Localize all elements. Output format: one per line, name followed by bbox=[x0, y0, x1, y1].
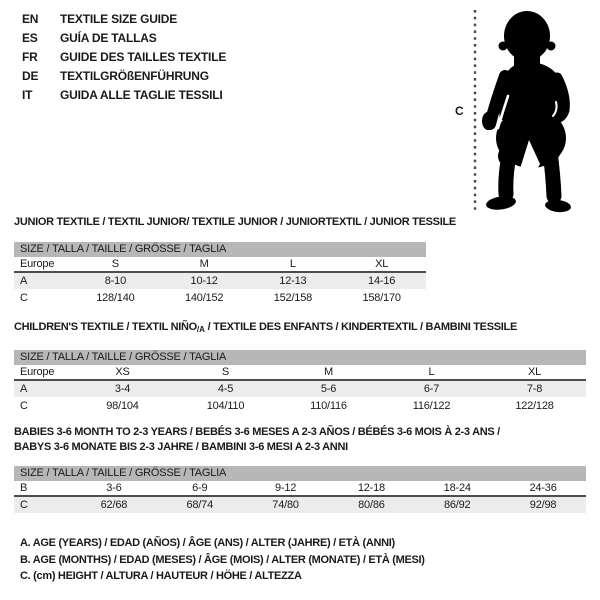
junior-size-table bbox=[14, 257, 426, 306]
cell-value: S bbox=[174, 365, 277, 380]
cell-value: XL bbox=[337, 257, 426, 272]
cell-value: L bbox=[380, 365, 483, 380]
language-code: DE bbox=[22, 69, 39, 83]
cell-value: 128/140 bbox=[96, 291, 135, 304]
table-row-c bbox=[14, 496, 586, 513]
cell-value: 104/110 bbox=[206, 399, 245, 412]
language-label: GUÍA DE TALLAS bbox=[60, 31, 157, 45]
table-title-children bbox=[14, 320, 586, 337]
cell-value: 9-12 bbox=[243, 481, 329, 496]
cell-value: S bbox=[71, 257, 160, 272]
cell-value: XS bbox=[71, 365, 174, 380]
row-label: C bbox=[20, 499, 28, 511]
row-label: C bbox=[20, 399, 28, 412]
title-line-1: BABIES 3-6 MONTH TO 2-3 YEARS / BEBÉS 3-6 MESES A 2-3 AÑOS / BÉBÉS 3-6 MOIS À 2-3 ANS / bbox=[14, 426, 500, 438]
toddler-silhouette-icon bbox=[478, 6, 593, 214]
row-label: Europe bbox=[14, 365, 71, 380]
table-row-europe bbox=[14, 257, 426, 272]
cell-value: 3-6 bbox=[71, 481, 157, 496]
cell-value: 116/122 bbox=[412, 399, 451, 412]
babies-textile-section bbox=[14, 425, 586, 513]
cell-value: M bbox=[277, 365, 380, 380]
language-code: FR bbox=[22, 50, 38, 64]
cell-value: 6-9 bbox=[157, 481, 243, 496]
language-code: ES bbox=[22, 31, 38, 45]
cell-value: 7-8 bbox=[526, 383, 543, 395]
babies-size-table bbox=[14, 481, 586, 513]
cell-value: 8-10 bbox=[104, 275, 126, 287]
cell-value: 86/92 bbox=[443, 499, 471, 511]
language-row bbox=[22, 10, 226, 29]
cell-value: 158/170 bbox=[362, 291, 401, 304]
language-code: IT bbox=[22, 88, 33, 102]
cell-value: 140/152 bbox=[184, 291, 224, 304]
legend bbox=[20, 535, 425, 585]
language-label: TEXTILGRÖßENFÜHRUNG bbox=[60, 69, 209, 83]
table-title-babies bbox=[14, 425, 586, 455]
row-label: C bbox=[20, 291, 28, 304]
table-row-a bbox=[14, 380, 586, 397]
language-row bbox=[22, 48, 226, 67]
table-row-c bbox=[14, 289, 426, 306]
cell-value: 12-18 bbox=[328, 481, 414, 496]
table-row-c bbox=[14, 397, 586, 414]
table-title-junior: JUNIOR TEXTILE / TEXTIL JUNIOR/ TEXTILE JUNIOR / JUNIORTEXTIL / JUNIOR TESSILE bbox=[14, 216, 456, 228]
cell-value: 14-16 bbox=[368, 275, 396, 287]
row-label: Europe bbox=[14, 257, 71, 272]
cell-value: 98/104 bbox=[106, 399, 139, 412]
language-row bbox=[22, 86, 226, 105]
row-label: A bbox=[20, 275, 28, 287]
language-row bbox=[22, 29, 226, 48]
cell-value: 80/86 bbox=[358, 499, 385, 511]
children-size-table bbox=[14, 365, 586, 414]
language-row bbox=[22, 67, 226, 86]
cell-value: 12-13 bbox=[279, 275, 307, 287]
junior-textile-section bbox=[14, 215, 456, 306]
title-text: / TEXTILE DES ENFANTS / KINDERTEXTIL / BAMBINI TESSILE bbox=[204, 321, 517, 333]
cell-value: 24-36 bbox=[500, 481, 586, 496]
cell-value: 74/80 bbox=[272, 499, 299, 511]
row-label: A bbox=[20, 383, 28, 395]
table-row-b bbox=[14, 481, 586, 496]
cell-value: 152/158 bbox=[273, 291, 313, 304]
cell-value: L bbox=[249, 257, 338, 272]
height-measure-label: C bbox=[455, 104, 464, 118]
cell-value: M bbox=[160, 257, 249, 272]
legend-line-c: C. (cm) HEIGHT / ALTURA / HAUTEUR / HÖHE / ALTEZZA bbox=[20, 570, 302, 582]
size-header-bar: SIZE / TALLA / TAILLE / GRÖSSE / TAGLIA bbox=[14, 466, 586, 481]
title-subscript: /A bbox=[196, 325, 205, 334]
title-text: CHILDREN'S TEXTILE / TEXTIL NIÑO bbox=[14, 321, 197, 333]
legend-line-a: A. AGE (YEARS) / EDAD (AÑOS) / ÂGE (ANS) / ALTER (JAHRE) / ETÀ (ANNI) bbox=[20, 537, 395, 549]
language-label: GUIDE DES TAILLES TEXTILE bbox=[60, 50, 227, 64]
cell-value: XL bbox=[483, 365, 586, 380]
legend-line-b: B. AGE (MONTHS) / EDAD (MESES) / ÂGE (MOIS) / ALTER (MONATE) / ETÀ (MESI) bbox=[20, 553, 425, 566]
table-row-europe bbox=[14, 365, 586, 380]
row-label: B bbox=[14, 481, 71, 496]
language-code: EN bbox=[22, 12, 39, 26]
language-list bbox=[22, 10, 226, 105]
cell-value: 5-6 bbox=[320, 383, 337, 395]
children-textile-section bbox=[14, 320, 586, 414]
size-header-bar: SIZE / TALLA / TAILLE / GRÖSSE / TAGLIA bbox=[14, 242, 426, 257]
figure-area bbox=[448, 4, 598, 216]
cell-value: 92/98 bbox=[529, 499, 557, 511]
size-header-bar: SIZE / TALLA / TAILLE / GRÖSSE / TAGLIA bbox=[14, 350, 586, 365]
cell-value: 110/116 bbox=[310, 399, 347, 412]
cell-value: 62/68 bbox=[100, 499, 128, 511]
table-row-a bbox=[14, 272, 426, 289]
cell-value: 4-5 bbox=[217, 383, 234, 395]
cell-value: 6-7 bbox=[423, 383, 440, 395]
cell-value: 3-4 bbox=[114, 383, 131, 395]
language-label: GUIDA ALLE TAGLIE TESSILI bbox=[60, 88, 223, 102]
cell-value: 18-24 bbox=[414, 481, 500, 496]
cell-value: 122/128 bbox=[515, 399, 554, 412]
language-label: TEXTILE SIZE GUIDE bbox=[60, 12, 178, 26]
cell-value: 10-12 bbox=[190, 275, 218, 287]
title-line-2: BABYS 3-6 MONATE BIS 2-3 JAHRE / BAMBINI 3-6 MESI A 2-3 ANNI bbox=[14, 441, 348, 453]
cell-value: 68/74 bbox=[186, 499, 213, 511]
